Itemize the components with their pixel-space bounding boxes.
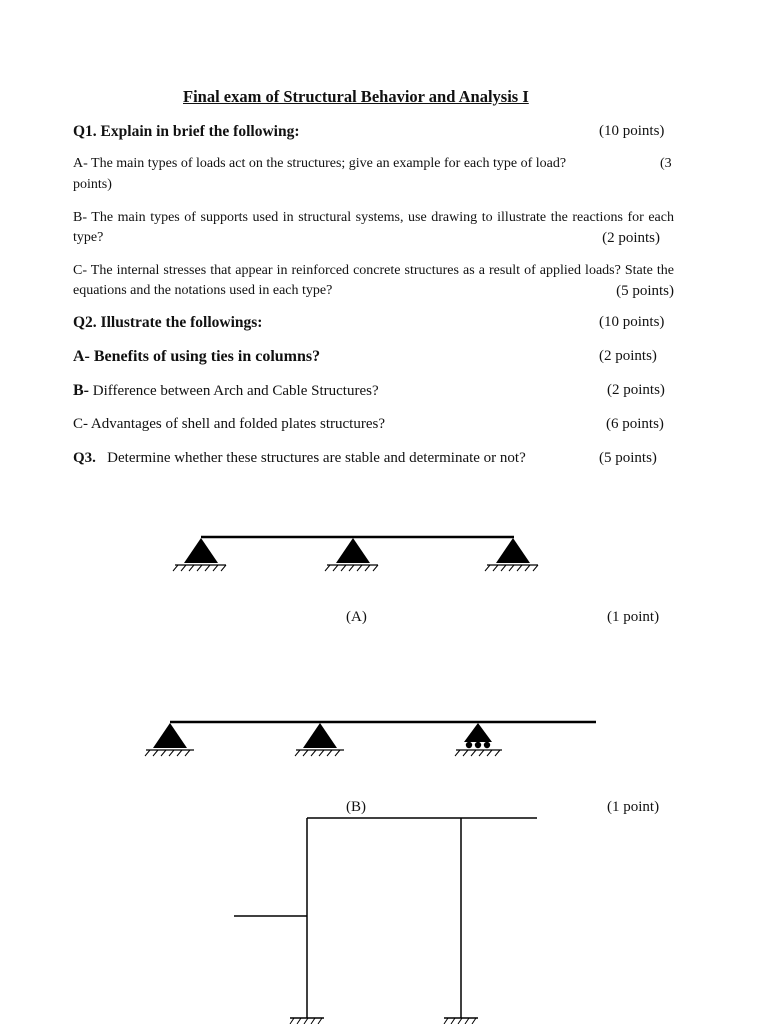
figure-b-pin-support-2 [295, 723, 344, 756]
q2-b-label: B- [73, 382, 89, 399]
figure-a-pin-support-1 [173, 538, 226, 571]
q3-points: (5 points) [599, 450, 657, 466]
q3-text: Determine whether these structures are stable and determinate or not? [107, 450, 526, 466]
q1-b-points: (2 points) [602, 230, 660, 246]
q1-b-text: B- The main types of supports used in structural systems, use drawing to illustrate the reactions for each type? [73, 210, 674, 245]
portal-frame-diagram [0, 812, 768, 1024]
figure-a-pin-support-2 [325, 538, 378, 571]
q2-b-text: Difference between Arch and Cable Structures? [92, 383, 379, 399]
frame-fixed-support-right [444, 1018, 478, 1024]
q2-c-text: C- Advantages of shell and folded plates structures? [73, 416, 385, 432]
figure-a-label: (A) [346, 609, 367, 625]
q2-c-points: (6 points) [606, 416, 664, 432]
figure-b-roller-support [455, 723, 502, 756]
q2-points: (10 points) [599, 314, 665, 330]
q1-a-points: (3 [660, 156, 672, 171]
q1-b-paragraph [73, 208, 674, 248]
q2-a-points: (2 points) [599, 348, 657, 364]
frame-fixed-support-left [290, 1018, 324, 1024]
figure-b-points: (1 point) [607, 799, 660, 815]
q1-c-points: (5 points) [616, 283, 674, 299]
q1-c-paragraph [73, 261, 674, 301]
figure-b-beam-diagram [0, 710, 768, 762]
figure-b-pin-support-1 [145, 723, 194, 756]
figure-a-pin-support-3 [485, 538, 538, 571]
figure-a-points: (1 point) [607, 609, 660, 625]
figure-a-beam-diagram [0, 525, 768, 575]
q1-a-points-cont: points) [73, 177, 112, 192]
q1-points: (10 points) [599, 123, 665, 139]
q2-b-points: (2 points) [607, 382, 665, 398]
q1-heading: Q1. Explain in brief the following: [73, 123, 300, 140]
q3-label: Q3. [73, 450, 96, 466]
q1-c-text: C- The internal stresses that appear in reinforced concrete structures as a result of applied loads? State the equations and the notations used in each type? [73, 263, 674, 298]
q2-heading: Q2. Illustrate the followings: [73, 314, 263, 331]
exam-title: Final exam of Structural Behavior and Analysis I [183, 87, 529, 106]
q1-a-text: A- The main types of loads act on the structures; give an example for each type of load? [73, 156, 567, 171]
q2-a-text: A- Benefits of using ties in columns? [73, 348, 321, 365]
figure-b-label: (B) [346, 799, 366, 815]
q3-line [73, 451, 526, 466]
q2-b-line [73, 383, 379, 399]
